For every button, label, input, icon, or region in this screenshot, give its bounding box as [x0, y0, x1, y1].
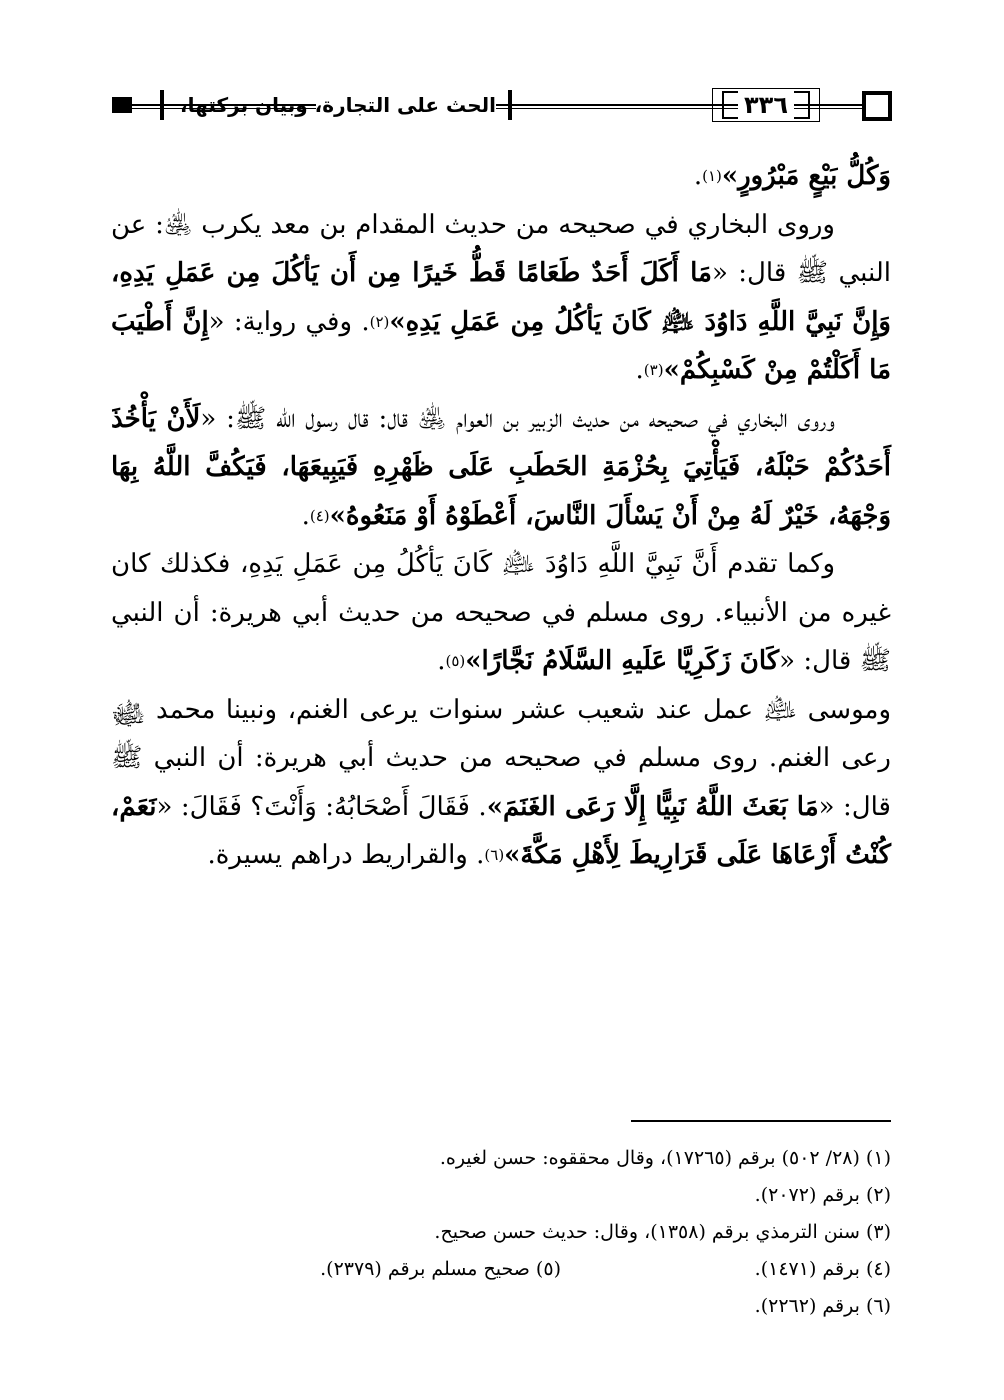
- header-divider: [160, 90, 164, 120]
- footnote-ref: (٣): [643, 361, 664, 379]
- footnote: (٦) برقم (٢٢٦٢).: [754, 1295, 891, 1317]
- main-text: [111, 152, 891, 880]
- page-number: ٣٣٦: [738, 91, 794, 119]
- footnote: (٥) صحيح مسلم برقم (٢٣٧٩).: [320, 1258, 561, 1280]
- footnote: (٤) برقم (١٤٧١).: [754, 1258, 891, 1280]
- footnote-separator: [631, 1120, 891, 1122]
- header-ornament-right: [862, 91, 892, 121]
- footnote: (٢) برقم (٢٠٧٢).: [754, 1184, 891, 1206]
- footnote-ref: (١): [702, 167, 722, 185]
- header-ornament-left: [112, 97, 132, 113]
- footnote-ref: (٢): [369, 312, 390, 331]
- footnotes: [111, 1140, 891, 1325]
- header-divider: [508, 90, 512, 120]
- paragraph: وكما تقدم أَنَّ نَبِيَّ اللَّهِ دَاوُدَ ﵇ كَانَ يَأكُلُ مِن عَمَلِ يَدِهِ، فكذلك كان غيره من الأنبياء. روى مسلم في صحيحه من حديث أبي هريرة: أن النبي ﷺ قال: «كَانَ زَكَرِيَّا عَلَيهِ السَّلَامُ نَجَّارًا»$^{(٥)}$.: [111, 549, 891, 676]
- footnote-ref: (٤): [309, 506, 330, 525]
- footnote: (٣) سنن الترمذي برقم (١٣٥٨)، وقال: حديث حسن صحيح.: [434, 1221, 891, 1243]
- paragraph: وموسى ﵇ عمل عند شعيب عشر سنوات يرعى الغنم، ونبينا محمد ﵊ رعى الغنم. روى مسلم في صحيحه من حديث أبي هريرة: أن النبي ﷺ قال: «مَا بَعَثَ اللَّهُ نَبِيًّا إِلَّا رَعَى الغَنَمَ». فَقَالَ أَصْحَابُهُ: وَأَنْتَ؟ فَقَالَ: «نَعَمْ، كُنْتُ أَرْعَاهَا عَلَى قَرَارِيطَ لِأَهْلِ مَكَّةَ»$^{(٦)}$. والقراريط دراهم يسيرة.: [111, 694, 891, 870]
- running-title: الحث على التجارة، وبيان بركتها،: [316, 88, 496, 122]
- page-header: [112, 86, 892, 126]
- paragraph: وروى البخاري في صحيحه من حديث الزبير بن العوام ﵁ قال: قال رسول الله ﷺ: «لَأَنْ يَأْخُذَ أَحَدُكُمْ حَبْلَهُ، فَيَأْتِيَ بِحُزْمَةِ الحَطَبِ عَلَى ظَهْرِهِ فَيَبِيعَهَا، فَيَكُفَّ اللَّهُ بِهَا وَجْهَهُ، خَيْرٌ لَهُ مِنْ أَنْ يَسْأَلَ النَّاسَ، أَعْطَوْهُ أَوْ مَنَعُوهُ»$^{(٤)}$.: [111, 403, 891, 531]
- paragraph: وَكُلُّ بَيْعٍ مَبْرُورٍ»$^{(١)}$.: [693, 161, 891, 191]
- paragraph: وروى البخاري في صحيحه من حديث المقدام بن معد يكرب ﵁: عن النبي ﷺ قال: «مَا أَكَلَ أَحَدٌ طَعَامًا قَطُّ خَيرًا مِن أَن يَأكُلَ مِن عَمَلِ يَدِهِ، وَإِنَّ نَبِيَّ اللَّهِ دَاوُدَ ﵇ كَانَ يَأكُلُ مِن عَمَلِ يَدِهِ»$^{(٢)}$. وفي رواية: «إِنَّ أَطْيَبَ مَا أَكَلْتُمْ مِنْ كَسْبِكُمْ»$^{(٣)}$.: [111, 209, 891, 385]
- footnote: (١) (٢٨/ ٥٠٢) برقم (١٧٢٦٥)، وقال محققوه: حسن لغيره.: [439, 1147, 891, 1169]
- footnote-ref: (٦): [484, 846, 505, 864]
- footnote-row: [111, 1251, 891, 1288]
- page-number-frame: [712, 88, 820, 122]
- footnote-ref: (٥): [445, 652, 466, 670]
